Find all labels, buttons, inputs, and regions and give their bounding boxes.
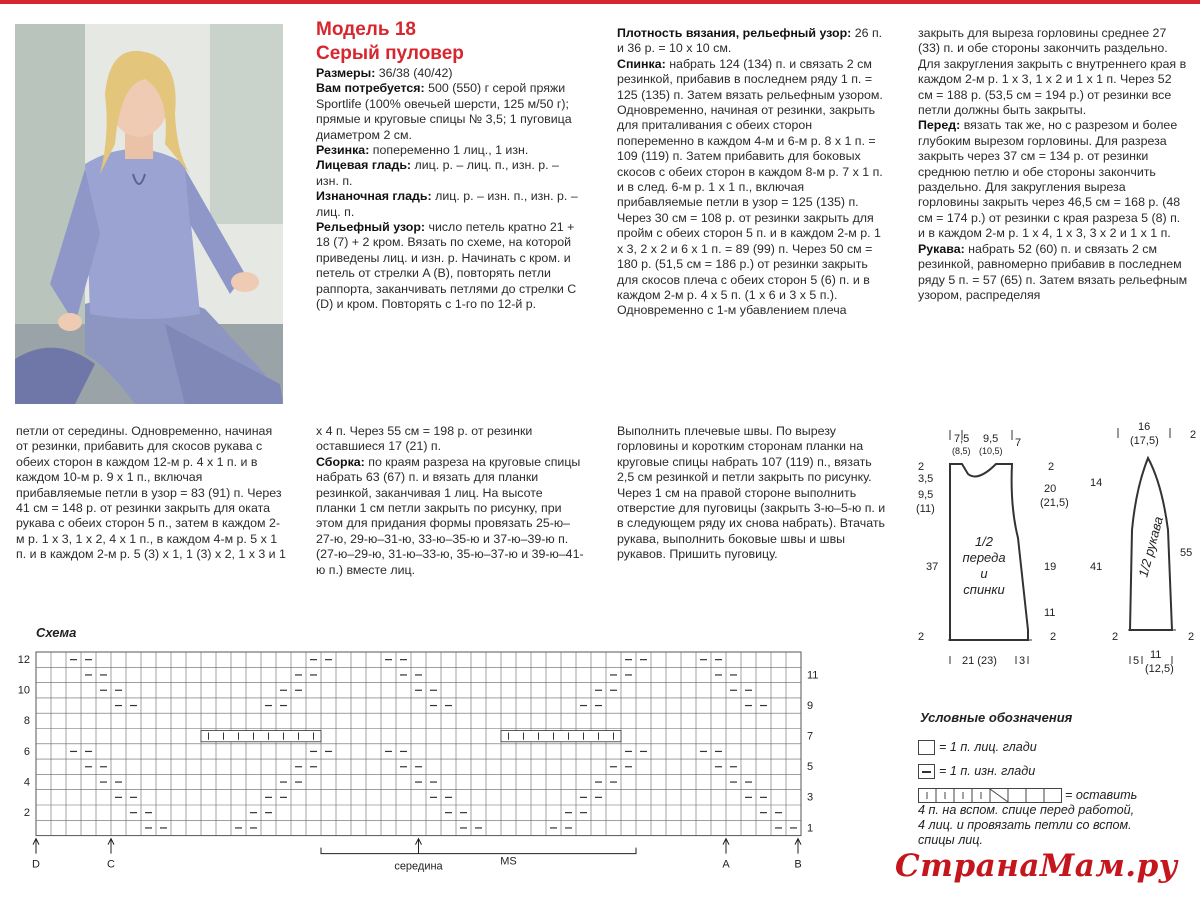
back-text: набрать 124 (134) п. и связать 2 см резинкой, прибавив в последнем ряду 1 п. = 125 (135) п. Затем вязать рельефным узором. Одновременно, начиная от резинки, закрыть для приталивания с обеих сторон попеременно в каждом 4-м и 6-м р. 8 х 1 п. = 109 (119) п. Затем прибавить для боковых скосов с обеих сторон в каждом 8-м р. 7 х 1 п. и в след. 6-м р. 1 х 1 п., включая прибавляемые петли в узор = 125 (135) п. Через 30 см = 108 р. от резинки закрыть для пройм с обеих сторон 5 п. и в каждом 2-м р. 1 х 3, 2 х 2 и 6 х 1 п. = 89 (99) п. Через 50 см = 180 р. (51,5 см = 186 р.) от резинки закрыть для скосов плеча с обеих сторон 5 (6) п. и в каждом 2-м р. 4 х 5 п. (1 х 6 и 3 х 5 п.). Одновременно с 1-м убавлением плеча bbox=[617, 56, 883, 318]
bottom-column-3 bbox=[617, 424, 889, 563]
legend-cable-line2: 4 п. на вспом. спице перед работой, bbox=[918, 803, 1135, 818]
legend-cable bbox=[918, 788, 1137, 848]
sleeve-continuation: петли от середины. Одновременно, начиная от резинки, прибавить для скосов рукава с обеих сторон в каждом 12-м р. 4 х 1 п. и в каждом 10-м р. 9 х 1 п., включая прибавляемые петли в узор = 83 (91) п. Через 41 см = 148 р. от резинки закрыть для оката рукава с обеих сторон 5 п., затем в каждом 2-м р. 1 х 3, 1 х 2, 4 х 1 п., в каждом 4-м р. 5 х 1 п. и в каждом 2-м р. 5 (3) х 1, 1 (3) х 2, 1 х 3 и 1 bbox=[16, 424, 286, 562]
dim-left-95: 9,5 bbox=[918, 489, 934, 501]
back-paragraph bbox=[617, 57, 887, 319]
column-2-text bbox=[617, 26, 887, 319]
sleeve-end: х 4 п. Через 55 см = 198 р. от резинки оставшиеся 17 (21) п. bbox=[316, 424, 533, 454]
model-subtitle: Серый пуловер bbox=[316, 43, 464, 64]
chart-arrow-label: B bbox=[794, 858, 802, 871]
front-paragraph bbox=[918, 118, 1188, 241]
materials-label: Вам потребуется: bbox=[316, 81, 425, 96]
chart-row-label-right: 3 bbox=[807, 791, 814, 804]
chart-row-label-right: 1 bbox=[807, 822, 814, 835]
legend-purl bbox=[918, 764, 1035, 779]
dim-top-a2: (8,5) bbox=[952, 446, 971, 456]
chart-row-label-left: 10 bbox=[17, 684, 30, 697]
dim-s16: 16 bbox=[1138, 421, 1151, 433]
reverse-label: Изнаночная гладь: bbox=[316, 189, 432, 204]
dim-3: 3 bbox=[1019, 655, 1026, 667]
dim-top-c: 7 bbox=[1015, 437, 1022, 449]
dim-top-b2: (10,5) bbox=[979, 446, 1003, 456]
legend-purl-text: = 1 п. изн. глади bbox=[939, 764, 1036, 778]
neckline-paragraph: закрыть для выреза горловины среднее 27 (33) п. и обе стороны закончить раздельно. Для закругления закрыть с внутреннего края в каждом 2-м р. 1 х 3, 1 х 2 и 1 х 1 п. Через 52 см = 188 р. (53,5 см = 194 р.) от резинки все петли должны быть закрыты. bbox=[918, 26, 1187, 118]
relief-paragraph bbox=[316, 220, 584, 312]
column-3-text bbox=[918, 26, 1188, 303]
ms-label: MS bbox=[500, 855, 517, 868]
dim-left-35: 3,5 bbox=[918, 473, 934, 485]
materials-text: 500 (550) г серой пряжи Sportlife (100% овечьей шерсти, 125 м/50 г); прямые и круговые спицы № 3,5; 1 пуговица диаметром 2 см. bbox=[316, 81, 572, 142]
sizes-label: Размеры: bbox=[316, 66, 376, 80]
assembly-paragraph bbox=[316, 455, 586, 578]
materials-paragraph bbox=[316, 81, 584, 143]
sleeves-paragraph bbox=[918, 242, 1188, 304]
finishing-paragraph: Выполнить плечевые швы. По вырезу горловины и коротким сторонам планки на круговые спицы набрать 107 (119) п., вязать 2,5 см резинкой и петли закрыть по рисунку. Через 1 см на правой стороне выполнить отверстие для пуговицы (закрыть 3-ю–5-ю п. и в следующем ряду их снова набрать). Втачать рукава, выполнить боковые швы и швы рукавов. Пришить пуговицу. bbox=[617, 424, 886, 562]
top-accent-line bbox=[0, 0, 1200, 4]
chart-row-label-left: 4 bbox=[23, 776, 30, 789]
legend-knit-text: = 1 п. лиц. глади bbox=[939, 740, 1037, 754]
body-label-4: спинки bbox=[963, 582, 1005, 597]
chart-row-label-left: 6 bbox=[23, 745, 30, 758]
rib-label: Резинка: bbox=[316, 143, 370, 158]
chart-arrow-label: C bbox=[107, 858, 115, 871]
body-label-3: и bbox=[980, 566, 988, 581]
chart-arrow-label: A bbox=[722, 858, 730, 871]
relief-label: Рельефный узор: bbox=[316, 220, 426, 235]
density-paragraph bbox=[617, 26, 887, 57]
garment-schematic bbox=[900, 418, 1200, 688]
stockinette-label: Лицевая гладь: bbox=[316, 158, 412, 173]
model-heading bbox=[316, 18, 464, 66]
chart-row-label-right: 9 bbox=[807, 699, 814, 712]
bottom-column-1 bbox=[16, 424, 286, 563]
dim-s5: 5 bbox=[1133, 655, 1140, 667]
dim-s14: 14 bbox=[1090, 477, 1103, 489]
sleeves-label: Рукава: bbox=[918, 241, 965, 256]
dim-left-2b: 2 bbox=[918, 631, 925, 643]
rib-paragraph bbox=[316, 143, 584, 158]
dim-11: 11 bbox=[1044, 607, 1056, 619]
reverse-paragraph bbox=[316, 189, 584, 220]
dim-19: 19 bbox=[1044, 561, 1057, 573]
relief-text: число петель кратно 21 + 18 (7) + 2 кром. Вязать по схеме, на которой приведены лиц. и изн. р. Начинать с кром. и петель от стрелки A (B), повторять петли раппорта, заканчивать петлями до стрелки C (D) и кром. Повторять с 1-го по 12-й р. bbox=[316, 220, 577, 312]
front-label: Перед: bbox=[918, 118, 961, 133]
column-1-text bbox=[316, 66, 584, 313]
dim-s55: 55 bbox=[1180, 547, 1193, 559]
dim-s175: (17,5) bbox=[1130, 435, 1159, 447]
legend-title: Условные обозначения bbox=[920, 710, 1073, 725]
dim-215: (21,5) bbox=[1040, 497, 1069, 509]
chart-row-label-left: 8 bbox=[23, 715, 30, 728]
dim-21: 21 (23) bbox=[962, 655, 997, 667]
cable-symbol-icon bbox=[918, 788, 1062, 803]
knit-symbol-icon bbox=[918, 740, 935, 755]
chart-row-label-right: 11 bbox=[807, 669, 819, 682]
body-label-2: переда bbox=[962, 550, 1006, 565]
dim-right-2b: 2 bbox=[1050, 631, 1057, 643]
chart-row-label-left: 2 bbox=[23, 807, 30, 819]
assembly-text: по краям разреза на круговые спицы набрать 63 (67) п. и вязать для планки резинкой, заканчивая 1 лиц. На высоте планки 1 см петли закрыть по рисунку, при этом для придания формы провязать 25-ю–27-ю, 29-ю–31-ю, 33-ю–35-ю и 37-ю–39-ю п. (27-ю–29-ю, 31-ю–33-ю, 35-ю–37-ю и 39-ю–41-ю п.) вместе лиц. bbox=[316, 454, 584, 577]
legend-cable-line3: 4 лиц. и провязать петли со вспом. bbox=[918, 818, 1132, 833]
dim-left-11: (11) bbox=[916, 503, 935, 515]
sizes-text: 36/38 (40/42) bbox=[375, 66, 453, 80]
sizes-paragraph bbox=[316, 66, 584, 81]
chart-row-label-left: 12 bbox=[17, 654, 30, 666]
density-label: Плотность вязания, рельефный узор: bbox=[617, 26, 852, 40]
chart-row-label-right: 5 bbox=[807, 761, 814, 774]
dim-s41: 41 bbox=[1090, 561, 1103, 573]
dim-s11: 11 bbox=[1150, 649, 1162, 661]
bottom-column-2 bbox=[316, 424, 586, 578]
front-text: вязать так же, но с разрезом и более глубоким вырезом горловины. Для разреза закрыть через 37 см = 134 р. от резинки среднюю петлю и обе стороны закончить раздельно. Для закругления выреза горловины закрыть через 46,5 см = 168 р. (48 см = 174 р.) от резинки с края разреза 5 (8) п. и в каждом 2-м р. 1 х 4, 1 х 3, 3 х 2 и 1 х 1 п. bbox=[918, 118, 1181, 241]
legend-knit bbox=[918, 740, 1037, 755]
dim-s125: (12,5) bbox=[1145, 663, 1174, 675]
sleeve-label: 1/2 рукава bbox=[1135, 514, 1166, 579]
back-label: Спинка: bbox=[617, 56, 666, 71]
dim-top-b: 9,5 bbox=[983, 433, 999, 445]
legend-cable-text: = оставить bbox=[1065, 788, 1138, 802]
site-watermark-logo: СтранаМам.ру bbox=[895, 848, 1178, 884]
dim-s2c: 2 bbox=[1188, 631, 1195, 643]
dim-right-2a: 2 bbox=[1048, 461, 1055, 473]
center-label: середина bbox=[394, 860, 443, 873]
knitting-chart bbox=[0, 640, 830, 880]
dim-37: 37 bbox=[926, 561, 939, 573]
stockinette-paragraph bbox=[316, 158, 584, 189]
model-title: Модель 18 bbox=[316, 19, 416, 40]
reverse-text: лиц. р. – изн. п., изн. р. – лиц. п. bbox=[316, 189, 578, 219]
dim-s2b: 2 bbox=[1112, 631, 1119, 643]
assembly-label: Сборка: bbox=[316, 454, 365, 469]
purl-symbol-icon bbox=[918, 764, 935, 779]
chart-arrow-label: D bbox=[32, 858, 40, 871]
chart-row-label-right: 7 bbox=[807, 730, 814, 743]
model-photo bbox=[15, 24, 283, 404]
rib-text: попеременно 1 лиц., 1 изн. bbox=[369, 143, 529, 158]
dim-20: 20 bbox=[1044, 483, 1057, 495]
sleeves-text: набрать 52 (60) п. и связать 2 см резинкой, равномерно прибавив в последнем ряду 5 п. = 57 (65) п. Затем вязать рельефным узором, распределяя bbox=[918, 241, 1188, 302]
stockinette-text: лиц. р. – лиц. п., изн. р. – изн. п. bbox=[316, 158, 559, 188]
body-label-1: 1/2 bbox=[974, 534, 994, 549]
dim-left-2: 2 bbox=[918, 461, 925, 473]
dim-top-a: 7,5 bbox=[954, 433, 970, 445]
legend-cable-line4: спицы лиц. bbox=[918, 833, 984, 848]
dim-s2a: 2 bbox=[1190, 429, 1197, 441]
chart-title: Схема bbox=[36, 625, 77, 640]
density-text: 26 п. и 36 р. = 10 х 10 см. bbox=[617, 26, 883, 56]
